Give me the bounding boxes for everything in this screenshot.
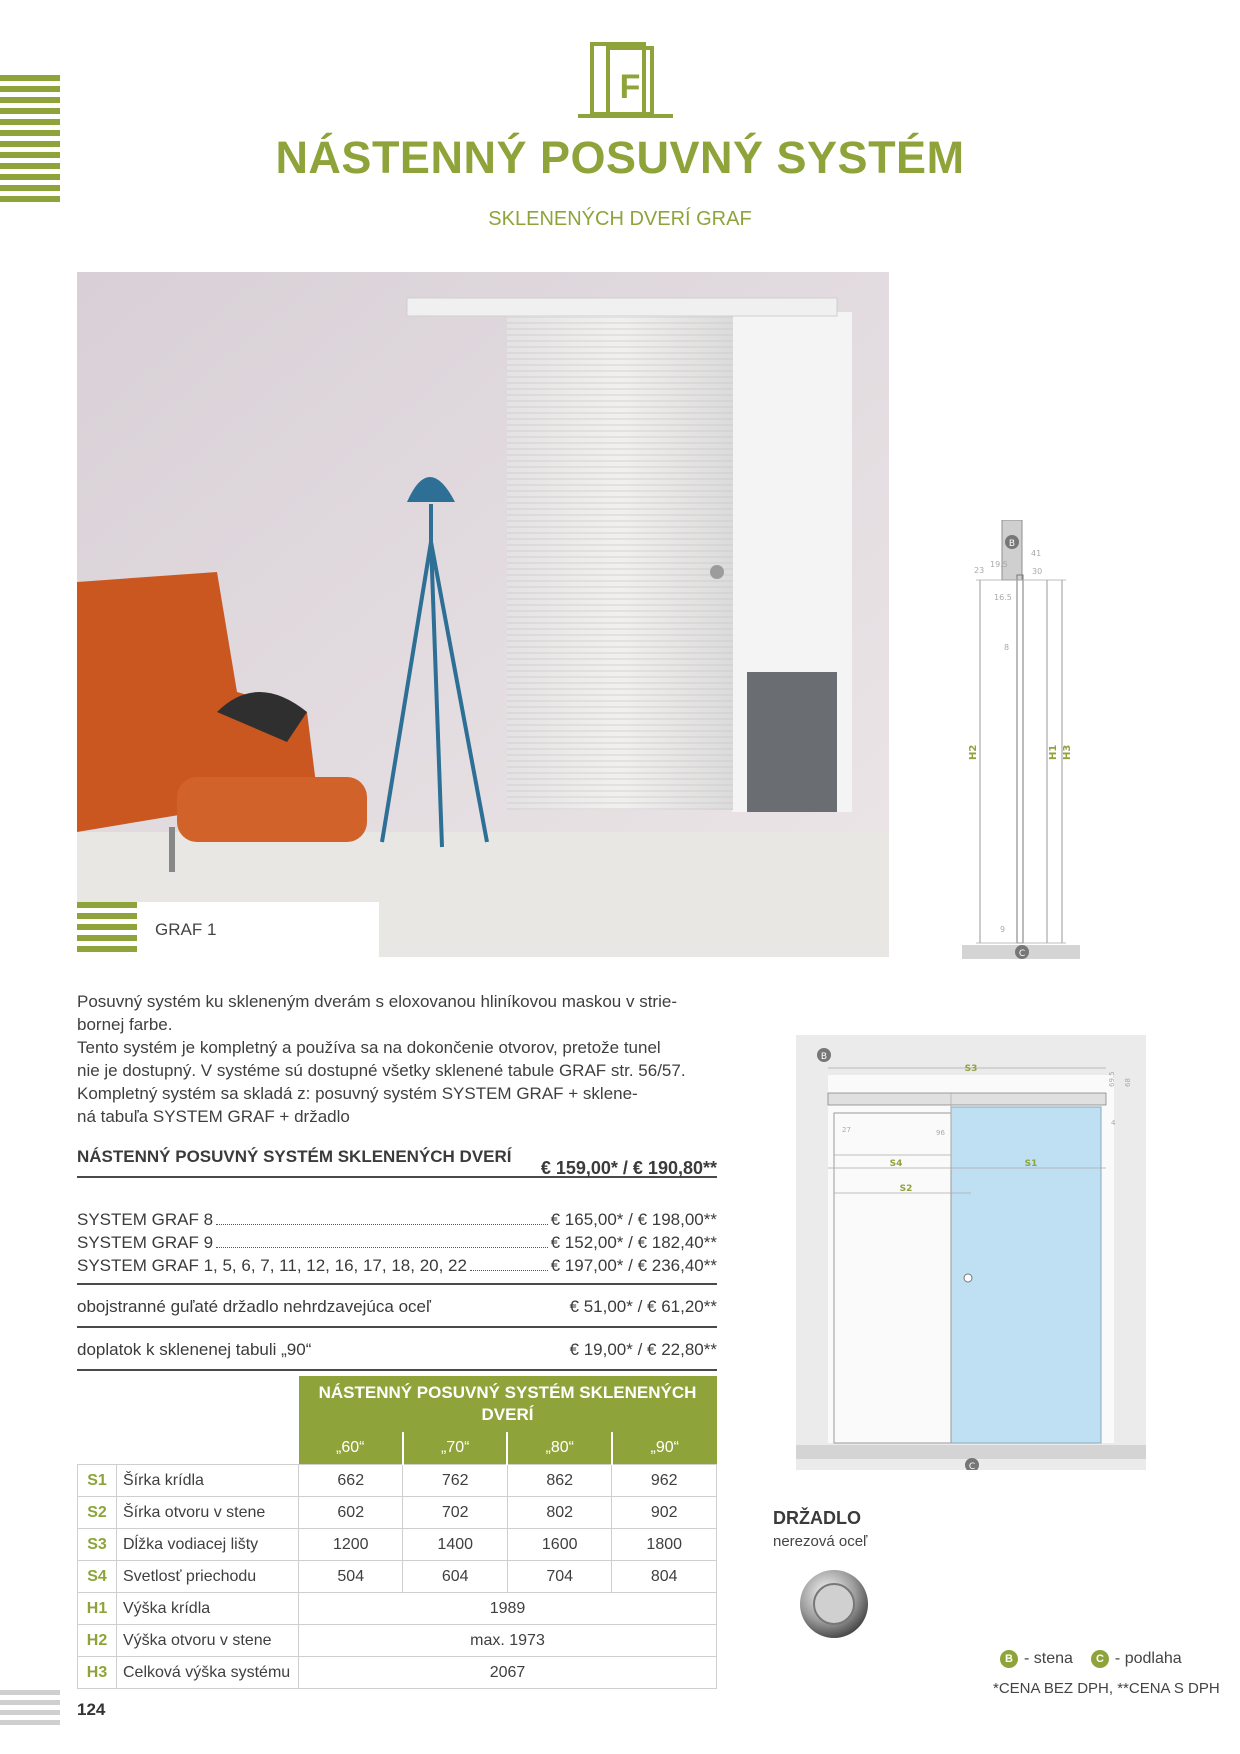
cell-value: 704 <box>507 1561 611 1593</box>
extra-item <box>77 1338 717 1361</box>
table-row <box>78 1497 717 1529</box>
item-price: € 197,00* / € 236,40** <box>550 1256 717 1275</box>
table-row <box>78 1465 717 1497</box>
dim-96: 96 <box>936 1129 945 1137</box>
row-code: H3 <box>78 1657 117 1689</box>
cell-value: max. 1973 <box>299 1625 717 1657</box>
row-label: Dĺžka vodiacej lišty <box>117 1529 299 1561</box>
extra-price: € 19,00* / € 22,80** <box>569 1340 717 1359</box>
row-label: Celková výška systému <box>117 1657 299 1689</box>
description-line: Kompletný systém sa skladá z: posuvný systém SYSTEM GRAF + sklene- <box>77 1084 638 1103</box>
variant-header: „70“ <box>403 1432 507 1465</box>
extra-item <box>77 1295 717 1318</box>
row-code: H1 <box>78 1593 117 1625</box>
row-code: S1 <box>78 1465 117 1497</box>
front-elevation-drawing <box>796 1035 1146 1470</box>
item-name: SYSTEM GRAF 8 <box>77 1210 214 1229</box>
row-code: S2 <box>78 1497 117 1529</box>
legend-c-text: - podlaha <box>1114 1650 1182 1667</box>
dim-9: 9 <box>1000 925 1006 934</box>
row-code: S3 <box>78 1529 117 1561</box>
item-name: SYSTEM GRAF 9 <box>77 1233 214 1252</box>
row-label: Šírka otvoru v stene <box>117 1497 299 1529</box>
table-row <box>78 1593 717 1625</box>
extra-price: € 51,00* / € 61,20** <box>569 1297 717 1316</box>
row-label: Svetlosť priechodu <box>117 1561 299 1593</box>
price-list-item <box>77 1208 717 1231</box>
cell-value: 702 <box>403 1497 507 1529</box>
price-list-item <box>77 1231 717 1254</box>
cell-value: 602 <box>299 1497 403 1529</box>
price-list <box>77 1208 717 1371</box>
table-row <box>78 1657 717 1689</box>
price-header-label: NÁSTENNÝ POSUVNÝ SYSTÉM SKLENENÝCH DVERÍ <box>77 1147 512 1166</box>
dim-41: 41 <box>1031 549 1042 558</box>
price-header <box>77 1146 717 1178</box>
cell-value: 762 <box>403 1465 507 1497</box>
cell-value: 504 <box>299 1561 403 1593</box>
dim-h1-label: H1 <box>1048 744 1059 760</box>
dim-h2-label: H2 <box>968 744 979 760</box>
dim-s4-label: S4 <box>889 1159 903 1169</box>
dim-h3-label: H3 <box>1062 744 1073 760</box>
cell-value: 1989 <box>299 1593 717 1625</box>
description-line: Tento systém je kompletný a používa sa na dokončenie otvorov, pretože tunel <box>77 1038 661 1057</box>
door-logo-icon <box>578 42 673 120</box>
variant-header: „80“ <box>507 1432 611 1465</box>
dim-27: 27 <box>842 1126 851 1134</box>
description-line: bornej farbe. <box>77 1015 173 1034</box>
divider <box>77 1369 717 1371</box>
item-price: € 152,00* / € 182,40** <box>550 1233 717 1252</box>
dim-16-5: 16.5 <box>994 593 1012 602</box>
cell-value: 662 <box>299 1465 403 1497</box>
row-label: Výška krídla <box>117 1593 299 1625</box>
row-code: S4 <box>78 1561 117 1593</box>
dim-30: 30 <box>1032 567 1043 576</box>
cell-value: 802 <box>507 1497 611 1529</box>
cell-value: 862 <box>507 1465 611 1497</box>
round-handle-image <box>798 1568 870 1640</box>
photo-caption: GRAF 1 <box>155 920 217 939</box>
wall-marker-b: B <box>820 1052 828 1062</box>
dim-s2-label: S2 <box>899 1184 913 1194</box>
dim-19-5: 19.5 <box>990 560 1008 569</box>
table-row <box>78 1529 717 1561</box>
item-price: € 165,00* / € 198,00** <box>550 1210 717 1229</box>
divider <box>77 1326 717 1328</box>
extra-name: doplatok k sklenenej tabuli „90“ <box>77 1340 312 1359</box>
row-label: Výška otvoru v stene <box>117 1625 299 1657</box>
description-line: Posuvný systém ku skleneným dverám s eloxovanou hliníkovou maskou v strie- <box>77 992 677 1011</box>
dim-s3-label: S3 <box>964 1064 978 1074</box>
logo-letter: F <box>619 68 641 106</box>
legend-c-marker: C <box>1091 1650 1109 1668</box>
rail-mask <box>407 298 837 316</box>
description-line: ná tabuľa SYSTEM GRAF + držadlo <box>77 1107 350 1126</box>
handle-subtitle: nerezová oceľ <box>773 1533 868 1550</box>
legend <box>1000 1650 1182 1668</box>
table-row <box>78 1561 717 1593</box>
page-title: NÁSTENNÝ POSUVNÝ SYSTÉM <box>275 132 965 183</box>
price-footnote: *CENA BEZ DPH, **CENA S DPH <box>993 1680 1220 1697</box>
decorative-stripes-bottom <box>0 1690 60 1730</box>
cell-value: 604 <box>403 1561 507 1593</box>
dimensions-table <box>77 1376 717 1689</box>
price-header-value: € 159,00* / € 190,80** <box>540 1158 717 1178</box>
row-label: Šírka krídla <box>117 1465 299 1497</box>
page-subtitle: SKLENENÝCH DVERÍ GRAF <box>488 208 752 230</box>
dim-68: 68 <box>1124 1078 1132 1087</box>
extra-name: obojstranné guľaté držadlo nehrdzavejúca oceľ <box>77 1297 431 1316</box>
product-photo <box>77 272 889 957</box>
dim-69-5: 69.5 <box>1108 1071 1116 1087</box>
cell-value: 2067 <box>299 1657 717 1689</box>
table-group-header: NÁSTENNÝ POSUVNÝ SYSTÉM SKLENENÝCH DVERÍ <box>299 1376 717 1432</box>
cell-value: 1400 <box>403 1529 507 1561</box>
door-handle <box>710 565 724 579</box>
item-name: SYSTEM GRAF 1, 5, 6, 7, 11, 12, 16, 17, 18, 20, 22 <box>77 1256 467 1275</box>
dim-4: 4 <box>1111 1119 1116 1127</box>
handle-title: DRŽADLO <box>773 1508 861 1528</box>
dim-8: 8 <box>1004 643 1010 652</box>
variant-header: „60“ <box>299 1432 403 1465</box>
cell-value: 1200 <box>299 1529 403 1561</box>
dim-23: 23 <box>974 566 985 575</box>
cell-value: 1600 <box>507 1529 611 1561</box>
floor-marker-c: C <box>968 1462 976 1470</box>
cell-value: 1800 <box>612 1529 717 1561</box>
description-line: nie je dostupný. V systéme sú dostupné všetky sklenené tabule GRAF str. 56/57. <box>77 1061 686 1080</box>
side-section-drawing <box>962 520 1082 960</box>
caption-stripes <box>77 902 137 957</box>
cell-value: 902 <box>612 1497 717 1529</box>
variant-header: „90“ <box>612 1432 717 1465</box>
legend-b-text: - stena <box>1024 1650 1073 1667</box>
wall-marker-b: B <box>1008 539 1016 549</box>
dim-s1-label: S1 <box>1024 1159 1038 1169</box>
row-code: H2 <box>78 1625 117 1657</box>
price-list-item <box>77 1254 717 1277</box>
floor-marker-c: C <box>1018 949 1026 959</box>
table-row <box>78 1625 717 1657</box>
background-room <box>747 672 837 812</box>
cell-value: 962 <box>612 1465 717 1497</box>
cell-value: 804 <box>612 1561 717 1593</box>
legend-b-marker: B <box>1000 1650 1018 1668</box>
product-description <box>77 990 727 1128</box>
page-number: 124 <box>77 1700 106 1719</box>
divider <box>77 1283 717 1285</box>
